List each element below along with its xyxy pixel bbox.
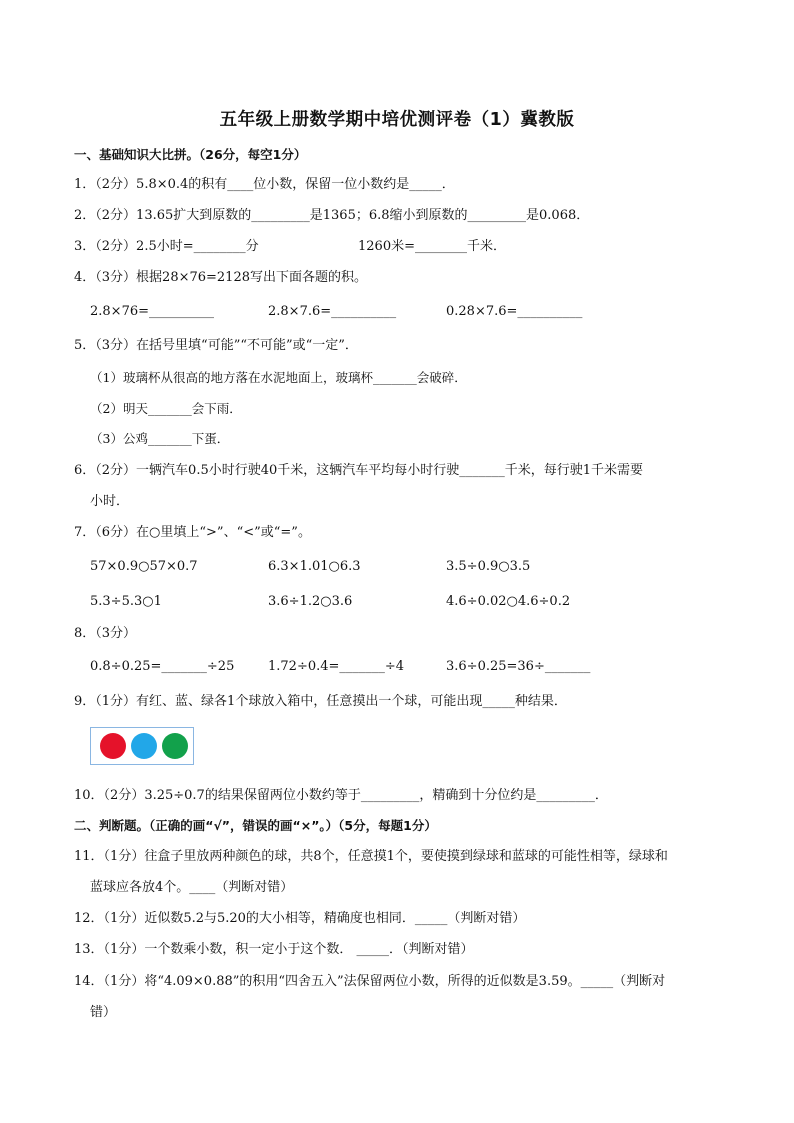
question-1: 1．（2分）5.8×0.4的积有____位小数，保留一位小数约是_____． [74, 177, 455, 192]
question-8: 8．（3分） [74, 626, 137, 641]
question-11-line-2: 蓝球应各放4个。____（判断对错） [90, 880, 294, 895]
question-8-item-3: 3.6÷0.25=36÷_______ [446, 659, 591, 674]
question-3-part-a: 3．（2分）2.5小时=________分 [74, 239, 259, 254]
question-8-item-1: 0.8÷0.25=_______÷25 [90, 659, 235, 674]
red-ball [100, 733, 126, 759]
balls-picture [90, 727, 194, 765]
question-4-item-1: 2.8×76=__________ [90, 304, 215, 319]
question-7-r2-c3: 4.6÷0.02○4.6÷0.2 [446, 594, 571, 609]
question-7-r2-c1: 5.3÷5.3○1 [90, 594, 162, 609]
question-2: 2．（2分）13.65扩大到原数的_________是1365；6.8缩小到原数的_________是0.068． [74, 208, 590, 223]
question-9: 9．（1分）有红、蓝、绿各1个球放入箱中，任意摸出一个球，可能出现_____种结果． [74, 694, 567, 709]
question-5: 5．（3分）在括号里填“可能”“不可能”或“一定”． [74, 338, 358, 353]
question-12: 12．（1分）近似数5.2与5.20的大小相等，精确度也相同．_____（判断对错） [74, 911, 526, 926]
question-7-r1-c2: 6.3×1.01○6.3 [268, 559, 361, 574]
question-7: 7．（6分）在○里填上“>”、“<”或“=”。 [74, 525, 311, 540]
question-5-part-3: （3）公鸡_______下蛋． [90, 431, 230, 446]
section-2-heading: 二、判断题。（正确的画“√”，错误的画“×”。）（5分，每题1分） [74, 818, 437, 833]
question-14-line-1: 14．（1分）将“4.09×0.88”的积用“四舍五入”法保留两位小数，所得的近似数是3.59。_____（判断对 [74, 974, 666, 989]
green-ball [162, 733, 188, 759]
question-11-line-1: 11．（1分）往盒子里放两种颜色的球，共8个，任意摸1个，要使摸到绿球和蓝球的可能性相等，绿球和 [74, 849, 668, 864]
section-1-heading: 一、基础知识大比拼。（26分，每空1分） [74, 147, 307, 162]
question-3-part-b: 1260米=________千米． [358, 239, 506, 254]
question-5-part-1: （1）玻璃杯从很高的地方落在水泥地面上，玻璃杯_______会破碎． [90, 370, 467, 385]
question-8-item-2: 1.72÷0.4=_______÷4 [268, 659, 405, 674]
question-4: 4．（3分）根据28×76=2128写出下面各题的积。 [74, 270, 367, 285]
question-7-r1-c1: 57×0.9○57×0.7 [90, 559, 198, 574]
question-4-item-2: 2.8×7.6=__________ [268, 304, 397, 319]
page-title: 五年级上册数学期中培优测评卷（1）冀教版 [219, 110, 575, 130]
question-4-item-3: 0.28×7.6=__________ [446, 304, 583, 319]
question-14-line-2: 错） [90, 1005, 117, 1020]
question-7-r1-c3: 3.5÷0.9○3.5 [446, 559, 531, 574]
question-5-part-2: （2）明天_______会下雨． [90, 401, 242, 416]
blue-ball [131, 733, 157, 759]
question-10: 10．（2分）3.25÷0.7的结果保留两位小数约等于_________，精确到十分位约是_________． [74, 788, 608, 803]
question-7-r2-c2: 3.6÷1.2○3.6 [268, 594, 353, 609]
question-6-line-1: 6．（2分）一辆汽车0.5小时行驶40千米，这辆汽车平均每小时行驶_______千米，每行驶1千米需要 [74, 463, 644, 478]
question-13: 13．（1分）一个数乘小数，积一定小于这个数． _____．（判断对错） [74, 942, 474, 957]
question-6-line-2: 小时． [90, 494, 130, 509]
